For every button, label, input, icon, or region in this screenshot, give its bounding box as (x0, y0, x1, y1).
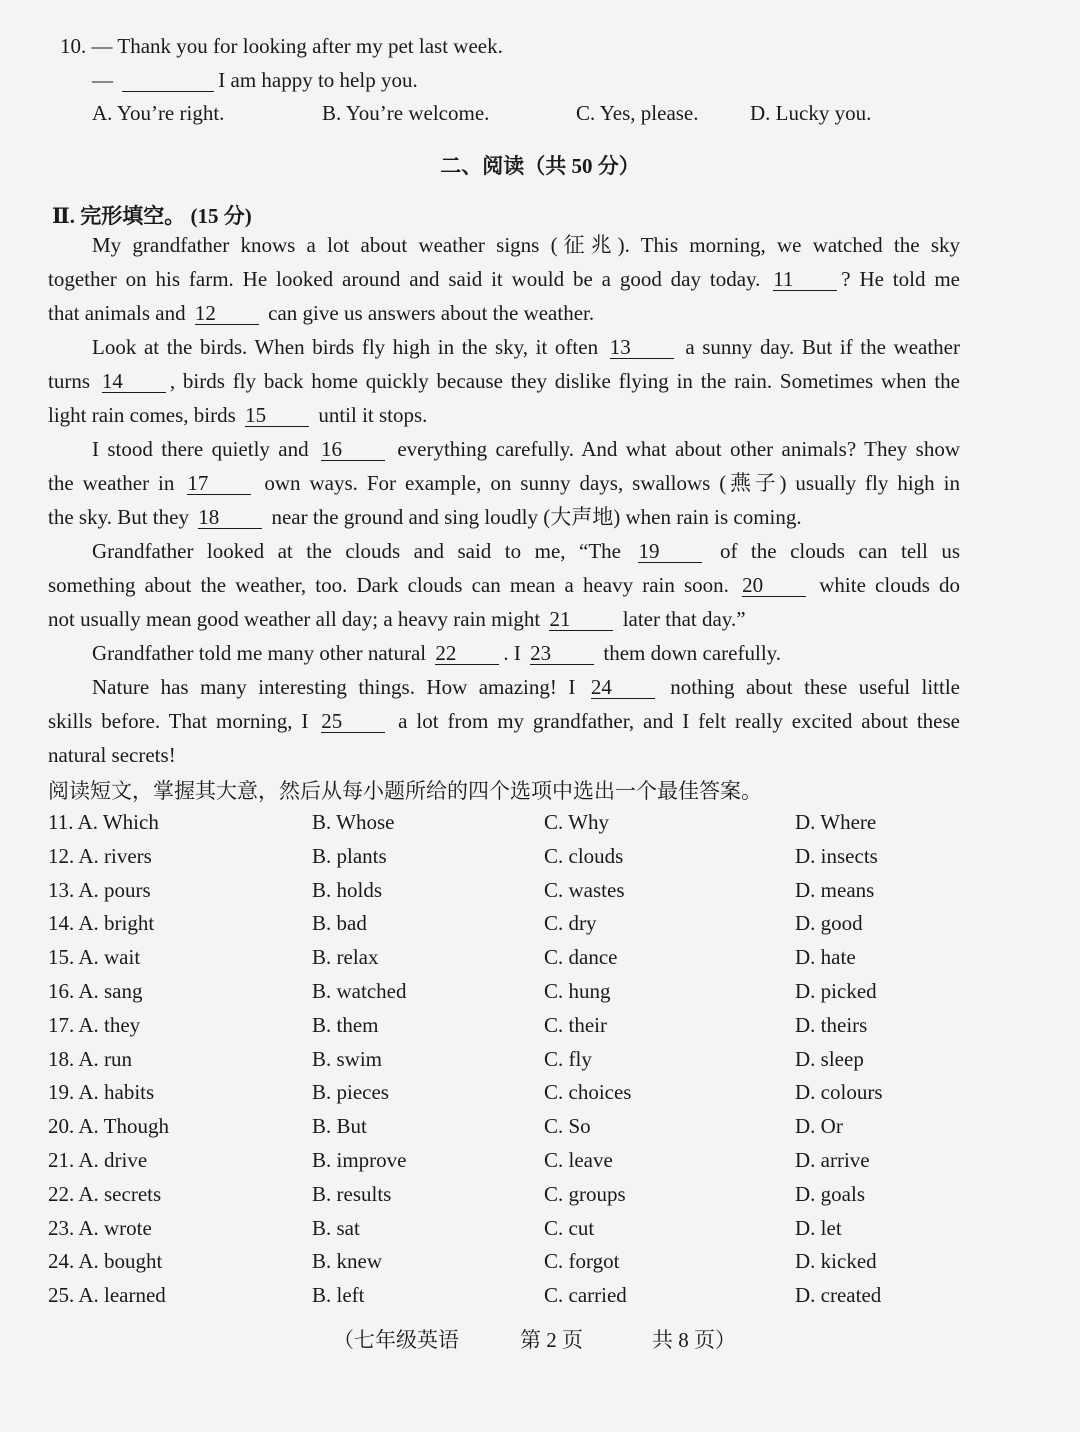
answer-row (0, 1114, 1080, 1148)
passage-text: something about the weather, too. Dark clouds can mean a heavy rain soon. (48, 573, 739, 597)
answer-option-d[interactable]: D. created (795, 1283, 882, 1308)
passage-text: Look at the birds. When birds fly high in the sky, it often (92, 335, 606, 359)
passage-text: turns (48, 369, 98, 393)
answer-option-a[interactable]: 20. A. Though (48, 1114, 169, 1139)
passage-text: white clouds do (810, 573, 961, 597)
blank-13[interactable]: 13 (610, 336, 674, 359)
passage-text: everything carefully. And what about other animals? They show (388, 437, 960, 461)
answer-row (0, 911, 1080, 945)
passage-text: own ways. For example, on sunny days, swallows (燕子) usually fly high in (255, 471, 960, 495)
passage-text: Nature has many interesting things. How amazing! I (92, 675, 587, 699)
blank-24[interactable]: 24 (591, 676, 655, 699)
blank-17[interactable]: 17 (187, 472, 251, 495)
answer-option-a[interactable]: 17. A. they (48, 1012, 141, 1037)
answer-option-a[interactable]: 23. A. wrote (48, 1215, 152, 1240)
response-text: I am happy to help you. (218, 68, 418, 92)
passage-text: I stood there quietly and (92, 437, 317, 461)
blank-22[interactable]: 22 (435, 642, 499, 665)
blank-20[interactable]: 20 (742, 574, 806, 597)
question-10-prompt: 10. — Thank you for looking after my pet last week. (60, 34, 503, 58)
answer-option-b[interactable]: B. Whose (312, 810, 395, 834)
answer-option-b[interactable]: B. knew (312, 1249, 382, 1274)
passage-text: nothing about these useful little (658, 675, 960, 699)
passage-text: them down carefully. (598, 641, 782, 665)
answer-row (0, 1148, 1080, 1182)
answer-option-b[interactable]: B. holds (312, 877, 383, 902)
passage-text: . I (503, 641, 527, 665)
passage-text: the sky. But they (48, 505, 195, 529)
passage-text: skills before. That morning, I (48, 709, 318, 733)
answer-option-a[interactable]: 11. A. Which (48, 810, 159, 834)
answer-option-c[interactable]: C. dry (544, 911, 597, 936)
answer-option-a[interactable]: 21. A. drive (48, 1148, 148, 1172)
passage-line (48, 500, 960, 534)
answer-option-b[interactable]: B. bad (312, 911, 367, 936)
answer-row (0, 878, 1080, 912)
answer-option-d[interactable]: D. sleep (795, 1046, 864, 1071)
passage-line (48, 228, 960, 262)
answer-option-c[interactable]: C. carried (544, 1283, 627, 1308)
blank-14[interactable]: 14 (102, 370, 166, 393)
answer-option-d[interactable]: D. good (795, 911, 863, 936)
answer-option-d[interactable]: D. goals (795, 1181, 865, 1206)
answer-option-a[interactable]: 14. A. bright (48, 911, 155, 936)
passage-text: together on his farm. He looked around and said it would be a good day today. (48, 267, 770, 291)
answer-option-c[interactable]: C. groups (544, 1181, 626, 1206)
answer-option-c[interactable]: C. clouds (544, 843, 624, 868)
blank-25[interactable]: 25 (321, 710, 385, 733)
answer-option-a[interactable]: 19. A. habits (48, 1080, 155, 1105)
answer-option-a[interactable]: 15. A. wait (48, 945, 141, 970)
answer-option-b[interactable]: B. them (312, 1012, 379, 1037)
answer-row (0, 1283, 1080, 1317)
instruction: 阅读短文，掌握其大意，然后从每小题所给的四个选项中选出一个最佳答案。 (48, 779, 762, 803)
blank-23[interactable]: 23 (530, 642, 594, 665)
answer-row (0, 1182, 1080, 1216)
answer-option-b[interactable]: B. sat (312, 1215, 360, 1240)
footer-subject: （七年级英语 (333, 1328, 459, 1352)
passage-line (48, 398, 960, 432)
answer-option-d[interactable]: D. Where (795, 810, 877, 834)
answer-option-d[interactable]: D. picked (795, 979, 877, 1003)
passage-text: can give us answers about the weather. (262, 301, 595, 325)
passage-text: a lot from my grandfather, and I felt really excited about these (389, 709, 960, 733)
answer-option-a[interactable]: 18. A. run (48, 1046, 132, 1071)
answer-option-b[interactable]: B. results (312, 1181, 392, 1206)
answer-option-c[interactable]: C. their (544, 1012, 607, 1037)
answer-row (0, 1047, 1080, 1081)
blank-11[interactable]: 11 (773, 268, 837, 291)
footer-page: 第 2 页 (520, 1328, 583, 1352)
answer-option-d[interactable]: D. arrive (795, 1148, 870, 1172)
answer-option-c[interactable]: C. cut (544, 1215, 595, 1240)
passage-line (48, 432, 960, 466)
answer-row (0, 844, 1080, 878)
dash: — (92, 68, 113, 92)
answer-option-b[interactable]: B. swim (312, 1046, 383, 1071)
passage-text: until it stops. (313, 403, 428, 427)
passage-text: not usually mean good weather all day; a heavy rain might (48, 607, 546, 631)
passage-line (48, 670, 960, 704)
passage-line (48, 262, 960, 296)
passage-text: ? He told me (841, 267, 960, 291)
answer-option-d[interactable]: D. hate (795, 945, 856, 970)
answer-option-b[interactable]: B. plants (312, 843, 387, 868)
answer-row (0, 979, 1080, 1013)
answer-option-b[interactable]: B. But (312, 1114, 367, 1139)
passage-text: later that day.” (617, 607, 746, 631)
answer-row (0, 1080, 1080, 1114)
answer-row (0, 1249, 1080, 1283)
answer-option-c[interactable]: C. dance (544, 945, 618, 970)
passage-line (48, 704, 960, 738)
part-heading: Ⅱ. 完形填空。 (15 分) (52, 204, 252, 228)
passage-text: the weather in (48, 471, 184, 495)
answer-option-d[interactable]: D. colours (795, 1080, 883, 1105)
answer-option-c[interactable]: C. wastes (544, 877, 625, 902)
answer-option-d[interactable]: D. Or (795, 1114, 843, 1139)
answer-option-b[interactable]: B. left (312, 1283, 365, 1308)
answer-option-b[interactable]: B. pieces (312, 1080, 389, 1105)
answer-option-a[interactable]: 12. A. rivers (48, 843, 152, 868)
passage-line (48, 364, 960, 398)
blank-21[interactable]: 21 (549, 608, 613, 631)
answer-option-c[interactable]: C. fly (544, 1046, 592, 1071)
passage-text: a sunny day. But if the weather (677, 335, 960, 359)
answer-option-c[interactable]: C. hung (544, 979, 611, 1003)
answer-option-c[interactable]: C. choices (544, 1080, 632, 1105)
answer-option-b[interactable]: B. improve (312, 1148, 407, 1172)
answer-option-d[interactable]: D. let (795, 1215, 842, 1240)
blank-12[interactable]: 12 (195, 302, 259, 325)
passage-text: of the clouds can tell us (706, 539, 961, 563)
answer-row (0, 1013, 1080, 1047)
passage-line (48, 738, 960, 772)
option-c[interactable]: C. Yes, please. (576, 101, 699, 125)
answer-option-a[interactable]: 22. A. secrets (48, 1181, 162, 1206)
passage-line (48, 296, 960, 330)
passage-line (48, 534, 960, 568)
passage-text: My grandfather knows a lot about weather signs (征兆). This morning, we watched the sky (92, 233, 960, 257)
answer-row (0, 1216, 1080, 1250)
answer-option-c[interactable]: C. forgot (544, 1249, 620, 1274)
cloze-passage (48, 228, 960, 772)
blank-19[interactable]: 19 (638, 540, 702, 563)
answer-row (0, 945, 1080, 979)
answer-option-b[interactable]: B. watched (312, 979, 407, 1003)
passage-line (48, 602, 960, 636)
passage-text: that animals and (48, 301, 191, 325)
passage-text: light rain comes, birds (48, 403, 242, 427)
blank-18[interactable]: 18 (198, 506, 262, 529)
answer-blank[interactable] (122, 69, 214, 92)
section-title: 二、阅读（共 50 分） (440, 154, 640, 178)
answer-row (0, 810, 1080, 844)
answer-option-d[interactable]: D. kicked (795, 1249, 877, 1274)
answer-option-a[interactable]: 25. A. learned (48, 1283, 166, 1308)
blank-15[interactable]: 15 (245, 404, 309, 427)
passage-text: , birds fly back home quickly because they dislike flying in the rain. Sometimes when the (169, 369, 960, 393)
passage-line (48, 636, 960, 670)
answer-option-c[interactable]: C. Why (544, 810, 609, 834)
answer-option-d[interactable]: D. insects (795, 843, 878, 868)
passage-line (48, 330, 960, 364)
passage-text: Grandfather told me many other natural (92, 641, 432, 665)
answer-option-c[interactable]: C. So (544, 1114, 591, 1139)
answer-option-a[interactable]: 13. A. pours (48, 877, 151, 902)
answer-option-d[interactable]: D. means (795, 877, 875, 902)
answer-option-c[interactable]: C. leave (544, 1148, 613, 1172)
question-10-response (92, 69, 418, 92)
passage-line (48, 568, 960, 602)
answer-option-d[interactable]: D. theirs (795, 1012, 868, 1037)
passage-text: near the ground and sing loudly (大声地) when rain is coming. (266, 505, 802, 529)
answer-option-a[interactable]: 16. A. sang (48, 979, 143, 1003)
footer-total: 共 8 页） (652, 1328, 736, 1352)
answer-option-a[interactable]: 24. A. bought (48, 1249, 163, 1274)
option-d[interactable]: D. Lucky you. (750, 101, 872, 125)
blank-16[interactable]: 16 (321, 438, 385, 461)
passage-line (48, 466, 960, 500)
answer-option-b[interactable]: B. relax (312, 945, 379, 970)
option-b[interactable]: B. You’re welcome. (322, 101, 490, 125)
option-a[interactable]: A. You’re right. (92, 101, 225, 125)
passage-text: natural secrets! (48, 743, 176, 767)
passage-text: Grandfather looked at the clouds and said to me, “The (92, 539, 635, 563)
